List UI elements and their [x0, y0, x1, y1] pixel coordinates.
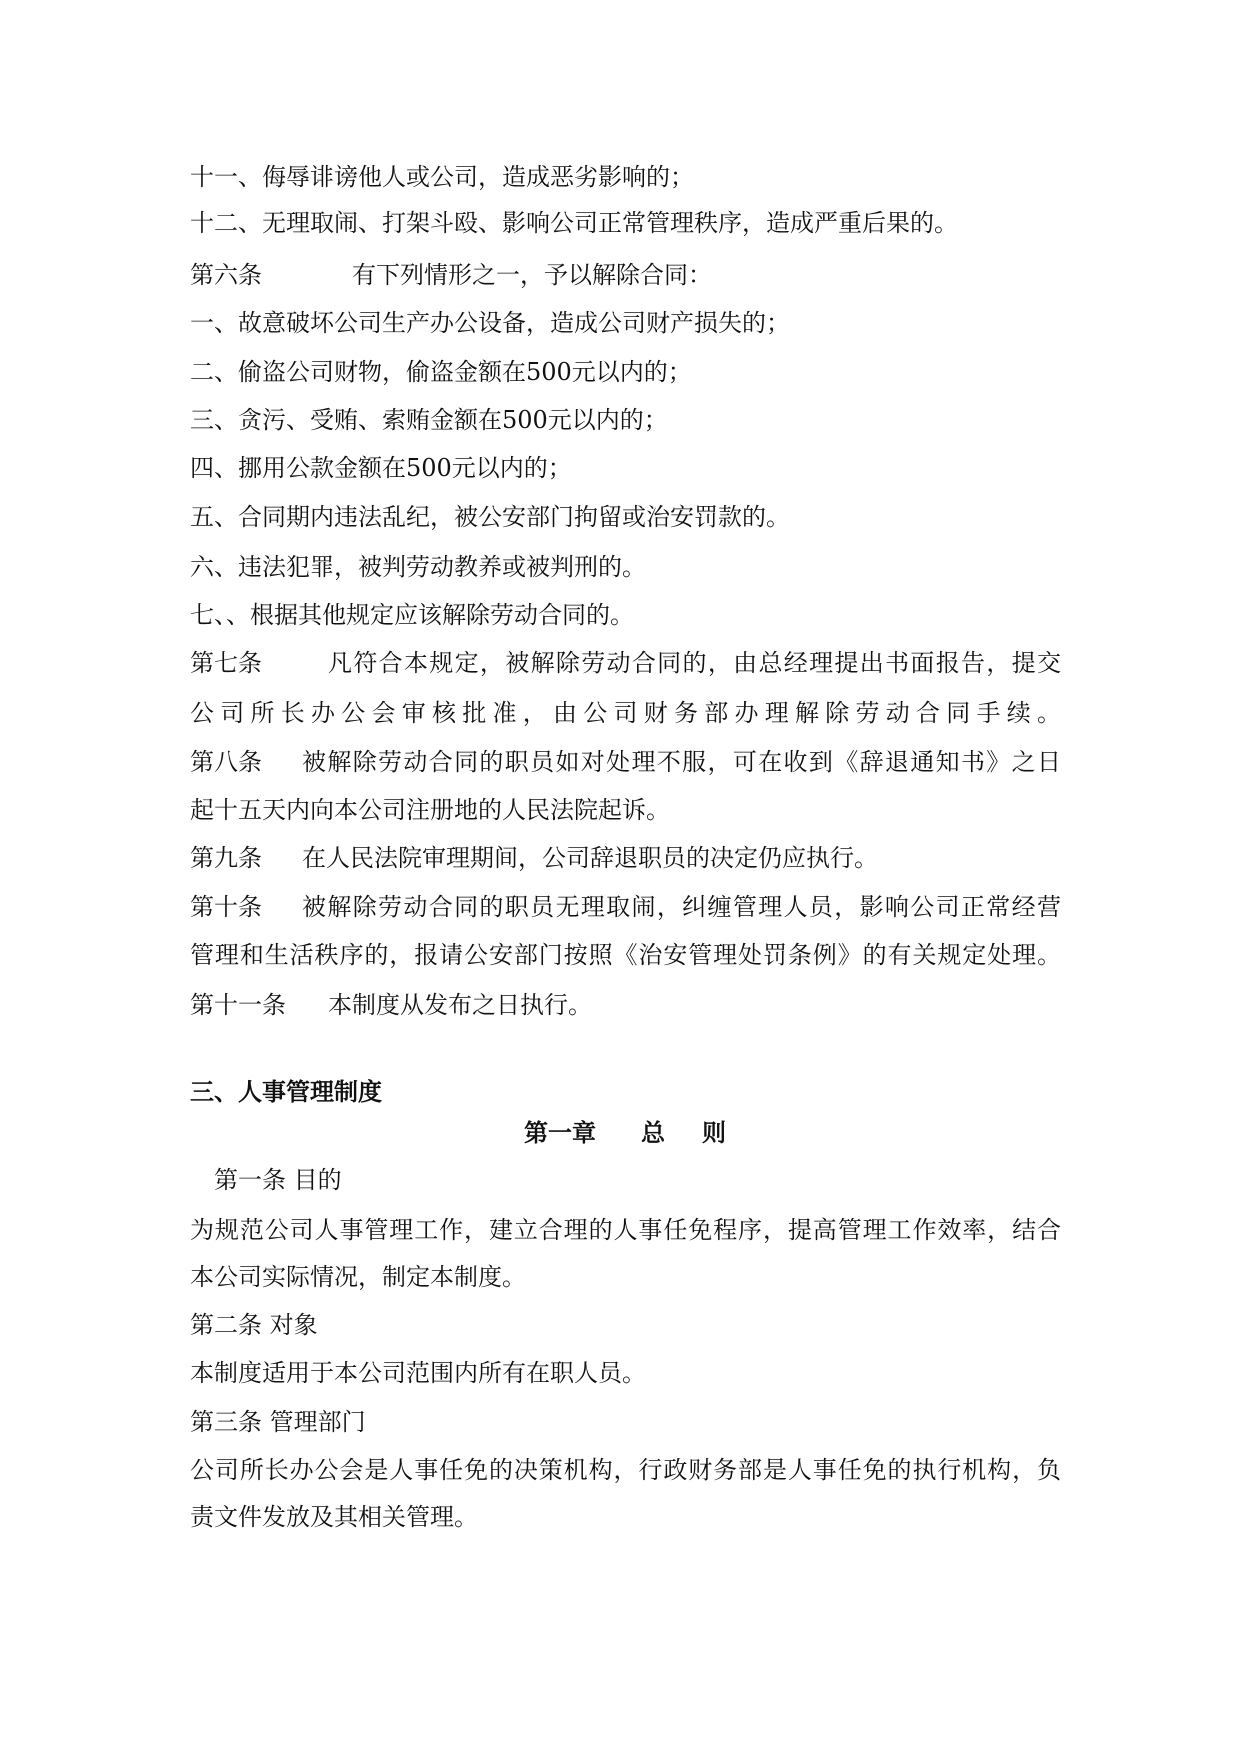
article-label: 第六条 — [190, 261, 262, 289]
article-11 — [190, 990, 1061, 1020]
paragraph-line: 为规范公司人事管理工作，建立合理的人事任免程序，提高管理工作效率，结合 — [190, 1216, 1061, 1244]
chapter-number: 第一章 — [524, 1118, 596, 1147]
list-item: 四、挪用公款金额在500元以内的； — [190, 454, 572, 482]
article-8 — [190, 747, 1061, 777]
article-body: 本制度从发布之日执行。 — [328, 991, 592, 1019]
article-body: 被解除劳动合同的职员无理取闹，纠缠管理人员，影响公司正常经营 — [302, 893, 1061, 921]
chapter-title-part: 总 — [641, 1118, 665, 1147]
article-body: 在人民法院审理期间，公司辞退职员的决定仍应执行。 — [302, 844, 878, 872]
article-10 — [190, 892, 1061, 922]
article-body: 有下列情形之一，予以解除合同： — [352, 261, 712, 289]
paragraph-line: 本制度适用于本公司范围内所有在职人员。 — [190, 1359, 646, 1387]
list-item: 一、故意破坏公司生产办公设备，造成公司财产损失的； — [190, 309, 790, 337]
paragraph-line: 本公司实际情况，制定本制度。 — [190, 1263, 526, 1291]
article-body: 被解除劳动合同的职员如对处理不服，可在收到《辞退通知书》之日 — [302, 748, 1061, 776]
article-label: 第十一条 — [190, 991, 286, 1019]
article-label: 第八条 — [190, 748, 262, 776]
article-body: 凡符合本规定，被解除劳动合同的，由总经理提出书面报告，提交 — [328, 649, 1061, 677]
article-label: 第七条 — [190, 649, 262, 677]
chapter-title-part: 则 — [702, 1118, 726, 1147]
article-continuation: 管理和生活秩序的，报请公安部门按照《治安管理处罚条例》的有关规定处理。 — [190, 941, 1061, 969]
article-7 — [190, 648, 1061, 678]
article-continuation: 起十五天内向本公司注册地的人民法院起诉。 — [190, 796, 670, 824]
article-heading: 第三条 管理部门 — [190, 1408, 366, 1436]
article-heading: 第二条 对象 — [190, 1311, 318, 1339]
article-9 — [190, 843, 1061, 873]
article-6 — [190, 260, 1061, 290]
paragraph-line: 责文件发放及其相关管理。 — [190, 1503, 478, 1531]
list-item: 五、合同期内违法乱纪，被公安部门拘留或治安罚款的。 — [190, 503, 790, 531]
paragraph-line: 公司所长办公会是人事任免的决策机构，行政财务部是人事任免的执行机构，负 — [190, 1456, 1061, 1484]
article-heading: 第一条 目的 — [214, 1166, 342, 1194]
list-item: 二、偷盗公司财物，偷盗金额在500元以内的； — [190, 358, 692, 386]
chapter-heading — [524, 1118, 744, 1148]
article-continuation: 公司所长办公会审核批准，由公司财务部办理解除劳动合同手续。 — [190, 699, 1061, 727]
list-item: 六、违法犯罪，被判劳动教养或被判刑的。 — [190, 553, 646, 581]
list-item: 七、、根据其他规定应该解除劳动合同的。 — [190, 601, 634, 629]
article-label: 第九条 — [190, 844, 262, 872]
article-label: 第十条 — [190, 893, 262, 921]
list-item: 十二、无理取闹、打架斗殴、影响公司正常管理秩序，造成严重后果的。 — [190, 209, 958, 237]
section-heading: 三、人事管理制度 — [190, 1077, 382, 1106]
list-item: 三、贪污、受贿、索贿金额在500元以内的； — [190, 406, 668, 434]
list-item: 十一、侮辱诽谤他人或公司，造成恶劣影响的； — [190, 163, 694, 191]
